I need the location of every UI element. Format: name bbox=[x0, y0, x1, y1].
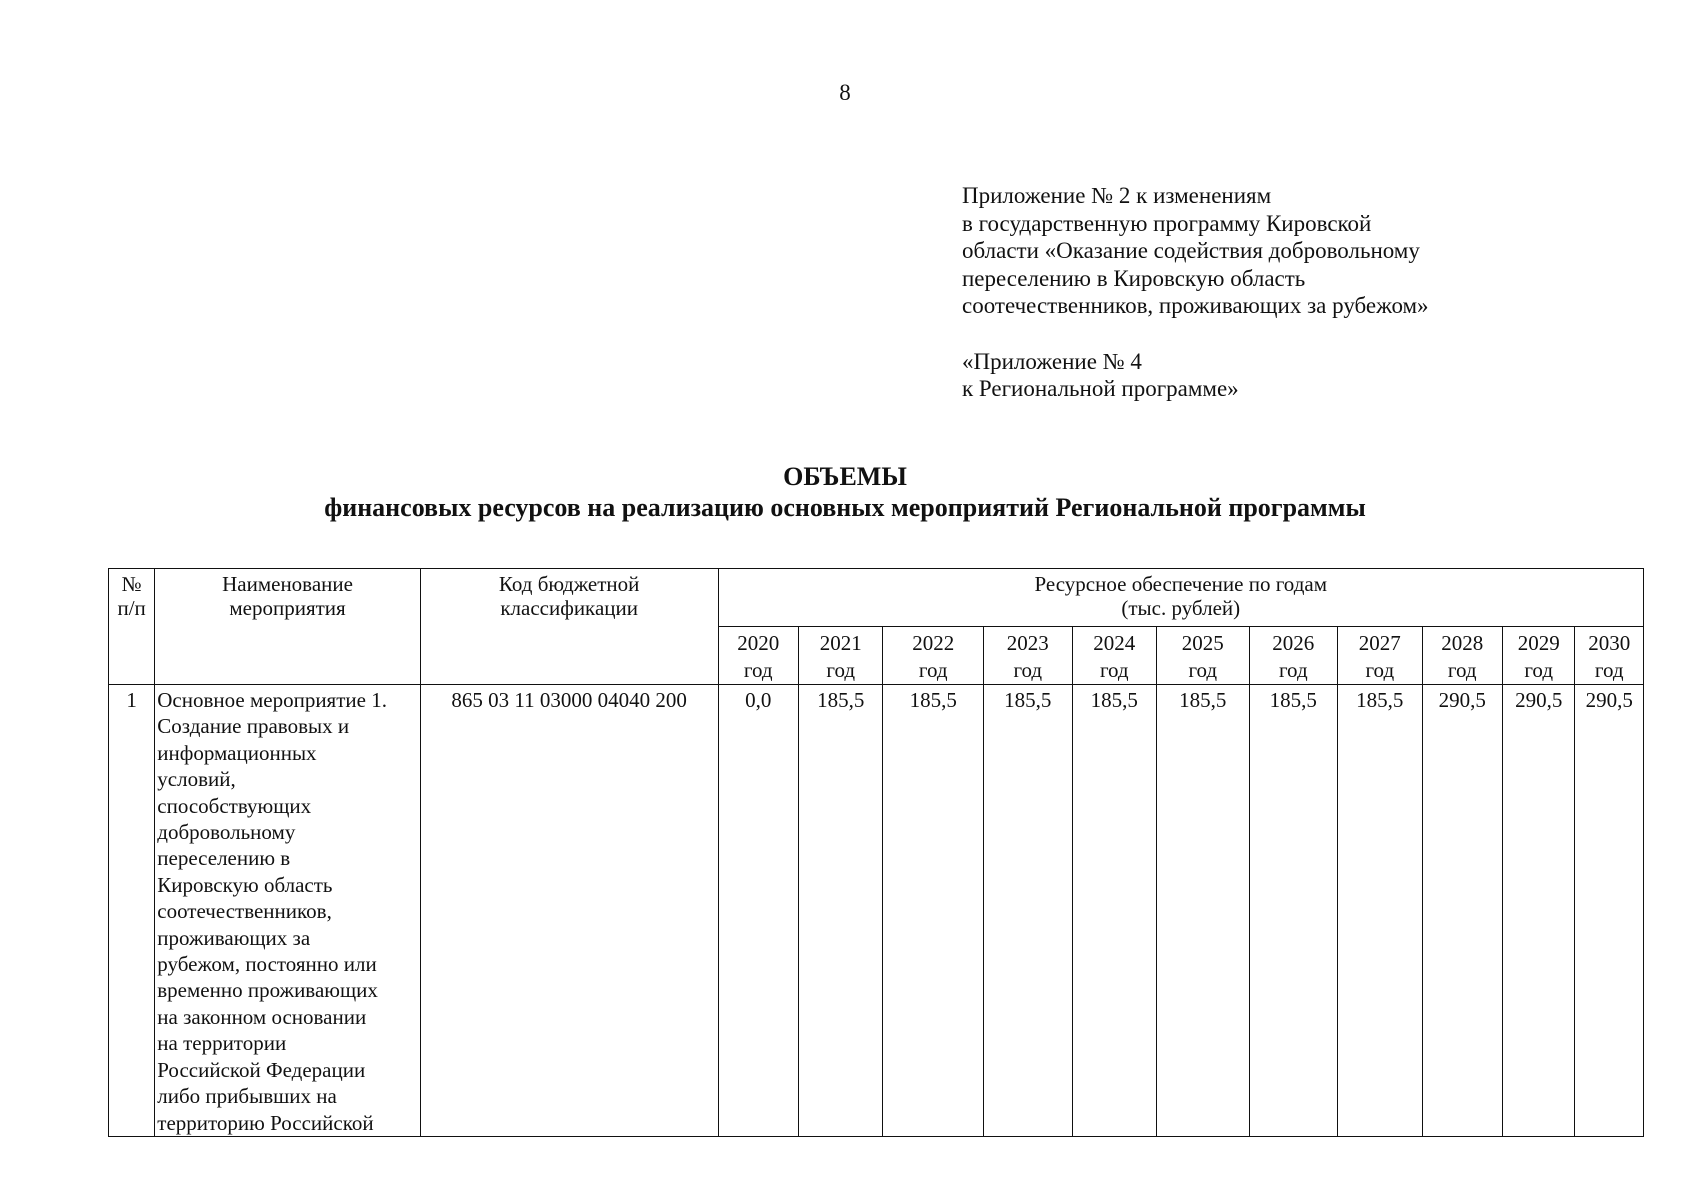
appendix-line: к Региональной программе» bbox=[962, 376, 1239, 401]
row-value: 290,5 bbox=[1502, 685, 1574, 1137]
page-number: 8 bbox=[839, 80, 851, 105]
header-code-line1: Код бюджетной bbox=[498, 572, 640, 596]
appendix-line: «Приложение № 4 bbox=[962, 348, 1142, 374]
header-num-line1: № bbox=[121, 572, 142, 596]
header-code bbox=[420, 569, 718, 685]
appendix-line: соотечественников, проживающих за рубежом» bbox=[962, 293, 1429, 318]
year-header: 2021 год bbox=[798, 627, 882, 685]
header-name bbox=[155, 569, 421, 685]
year-header: 2027 год bbox=[1338, 627, 1422, 685]
row-num: 1 bbox=[109, 685, 155, 1137]
header-num-line2: п/п bbox=[117, 596, 146, 620]
appendix-line: области «Оказание содействия добровольному bbox=[962, 238, 1420, 263]
table-row bbox=[109, 685, 1644, 1137]
appendix-line: переселению в Кировскую область bbox=[962, 265, 1306, 291]
year-header: 2024 год bbox=[1072, 627, 1156, 685]
row-value: 290,5 bbox=[1575, 685, 1644, 1137]
document-subtitle: финансовых ресурсов на реализацию основных мероприятий Региональной программы bbox=[324, 493, 1366, 522]
appendix-spacer bbox=[962, 320, 1429, 348]
year-header: 2029 год bbox=[1502, 627, 1574, 685]
header-num bbox=[109, 569, 155, 685]
year-header: 2023 год bbox=[984, 627, 1073, 685]
year-header: 2020 год bbox=[718, 627, 798, 685]
header-code-line2: классификации bbox=[500, 596, 638, 620]
year-header: 2025 год bbox=[1157, 627, 1250, 685]
header-resource-line1: Ресурсное обеспечение по годам bbox=[1034, 572, 1327, 596]
row-value: 290,5 bbox=[1422, 685, 1502, 1137]
row-value: 185,5 bbox=[984, 685, 1073, 1137]
row-value: 185,5 bbox=[1157, 685, 1250, 1137]
year-header: 2028 год bbox=[1422, 627, 1502, 685]
appendix-line: Приложение № 2 к изменениям bbox=[962, 183, 1272, 208]
year-header: 2026 год bbox=[1249, 627, 1338, 685]
appendix-line: в государственную программу Кировской bbox=[962, 210, 1372, 236]
header-name-line1: Наименование bbox=[222, 572, 353, 596]
budget-table bbox=[108, 568, 1644, 1137]
appendix-note bbox=[962, 182, 1429, 403]
table-header-row bbox=[109, 569, 1644, 627]
header-resource-line2: (тыс. рублей) bbox=[1121, 596, 1241, 620]
row-code: 865 03 11 03000 04040 200 bbox=[420, 685, 718, 1137]
row-value: 185,5 bbox=[1072, 685, 1156, 1137]
year-header: 2022 год bbox=[883, 627, 984, 685]
row-value: 185,5 bbox=[1249, 685, 1338, 1137]
header-resource bbox=[718, 569, 1643, 627]
header-name-line2: мероприятия bbox=[229, 596, 346, 620]
row-value: 0,0 bbox=[718, 685, 798, 1137]
row-value: 185,5 bbox=[798, 685, 882, 1137]
row-value: 185,5 bbox=[883, 685, 984, 1137]
document-title: ОБЪЕМЫ bbox=[783, 462, 907, 491]
row-value: 185,5 bbox=[1338, 685, 1422, 1137]
row-name: Основное мероприятие 1. Создание правовых и информационных условий, способствующих добровольному переселению в Кировскую область соотечественников, проживающих за рубежом, постоянно или временно проживающих на законном основании на территории Российской Федерации либо прибывших на территорию Российской bbox=[155, 685, 421, 1137]
year-header: 2030 год bbox=[1575, 627, 1644, 685]
